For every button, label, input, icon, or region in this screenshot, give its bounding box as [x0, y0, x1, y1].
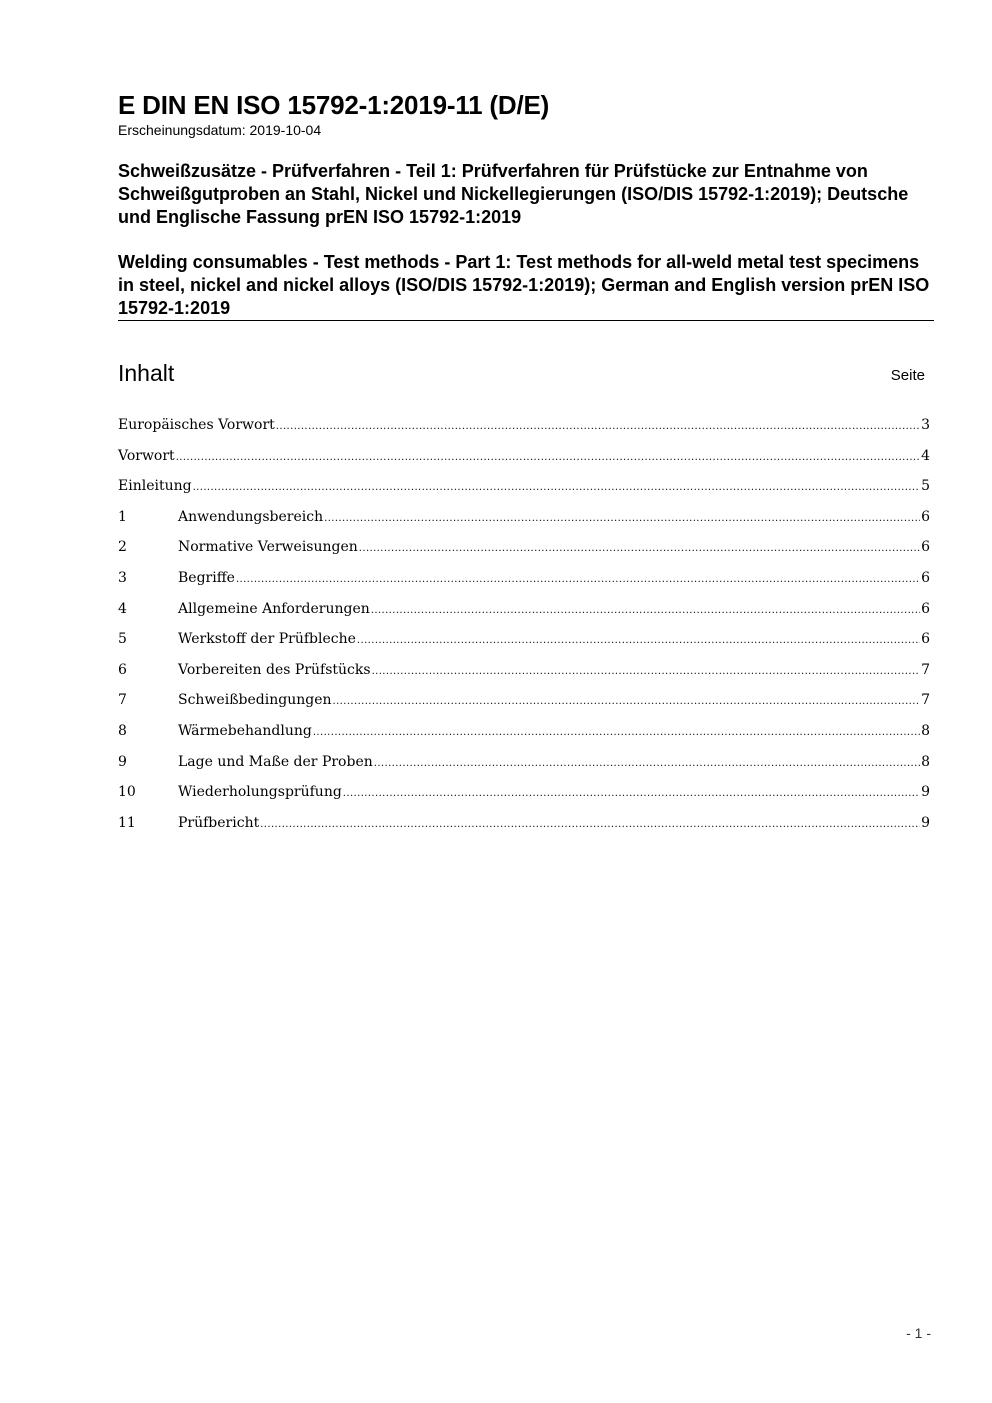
toc-leader-dots: [343, 788, 920, 799]
toc-leader-dots: [313, 727, 920, 738]
toc-entry-title: Normative Verweisungen: [178, 539, 358, 556]
toc-leader-dots: [357, 635, 920, 646]
toc-entry-page: 8: [921, 753, 930, 770]
toc-leader-dots: [374, 758, 920, 769]
toc-entry-number: 6: [118, 661, 127, 678]
toc-entry-title: Wärmebehandlung: [178, 722, 312, 739]
toc-leader-dots: [260, 819, 920, 830]
toc-entry[interactable]: [118, 631, 930, 662]
toc-entry-number: 9: [118, 753, 127, 770]
toc-page-label: Seite: [890, 367, 925, 384]
toc-leader-dots: [193, 482, 921, 493]
toc-entry[interactable]: [118, 723, 930, 754]
toc-entry-title: Vorwort: [118, 447, 175, 464]
toc-entry-number: 8: [118, 722, 127, 739]
title-english: Welding consumables - Test methods - Part 1: Test methods for all-weld metal test specimens in steel, nickel and nickel alloys (ISO/DIS 15792-1:2019); German and English version prEN ISO 15792-1:2019: [118, 252, 930, 318]
toc-entry[interactable]: [118, 478, 930, 509]
toc-leader-dots: [236, 574, 920, 585]
toc-entry-page: 3: [921, 417, 930, 433]
toc-entry-page: 9: [921, 814, 930, 831]
toc-entry[interactable]: [118, 815, 930, 846]
toc-entry[interactable]: [118, 601, 930, 632]
toc-entry-number: 5: [118, 631, 127, 648]
toc-entry-number: 1: [118, 508, 127, 525]
toc-entry[interactable]: [118, 509, 930, 540]
toc-entry-page: 6: [921, 508, 930, 525]
toc-entry-title: Anwendungsbereich: [178, 508, 324, 525]
toc-entry-page: 5: [921, 478, 930, 495]
toc-entry[interactable]: [118, 448, 930, 479]
table-of-contents: [118, 417, 930, 845]
toc-entry-page: 6: [921, 539, 930, 556]
publication-date: Erscheinungsdatum: 2019-10-04: [118, 122, 322, 138]
toc-leader-dots: [371, 605, 920, 616]
toc-entry[interactable]: [118, 570, 930, 601]
toc-heading: Inhalt: [118, 360, 175, 386]
toc-entry-page: 6: [921, 569, 930, 586]
toc-entry[interactable]: [118, 784, 930, 815]
toc-leader-dots: [372, 666, 921, 677]
toc-leader-dots: [276, 421, 920, 432]
toc-entry-number: 11: [118, 814, 136, 831]
header-divider: [118, 320, 934, 321]
toc-entry[interactable]: [118, 417, 930, 448]
toc-entry-title: Wiederholungsprüfung: [178, 784, 342, 801]
toc-entry-title: Lage und Maße der Proben: [178, 753, 373, 770]
toc-leader-dots: [333, 696, 921, 707]
toc-entry-page: 8: [921, 722, 930, 739]
document-id: E DIN EN ISO 15792-1:2019-11 (D/E): [118, 90, 550, 120]
toc-entry-number: 2: [118, 539, 127, 556]
toc-entry[interactable]: [118, 692, 930, 723]
page-number: - 1 -: [906, 1325, 931, 1341]
toc-entry-title: Allgemeine Anforderungen: [178, 600, 370, 617]
title-german: Schweißzusätze - Prüfverfahren - Teil 1: Prüfverfahren für Prüfstücke zur Entnahme von Schweißgutproben an Stahl, Nickel und Nickellegierungen (ISO/DIS 15792-1:2019); Deutsche und Englische Fassung prEN ISO 15792-1:2019: [118, 161, 909, 227]
toc-entry-page: 9: [921, 784, 930, 801]
toc-entry-title: Begriffe: [178, 569, 235, 586]
toc-entry-number: 3: [118, 569, 127, 586]
toc-entry-title: Schweißbedingungen: [178, 692, 332, 709]
toc-entry-page: 7: [921, 692, 930, 709]
toc-entry-number: 7: [118, 692, 127, 709]
toc-leader-dots: [359, 543, 920, 554]
toc-entry-title: Vorbereiten des Prüfstücks: [178, 661, 371, 678]
toc-leader-dots: [324, 513, 920, 524]
toc-entry-number: 10: [118, 784, 136, 801]
toc-entry[interactable]: [118, 754, 930, 785]
toc-entry-number: 4: [118, 600, 127, 617]
toc-entry-title: Werkstoff der Prüfbleche: [178, 631, 356, 648]
toc-entry-title: Prüfbericht: [178, 814, 260, 831]
toc-entry-page: 6: [921, 631, 930, 648]
toc-entry-page: 6: [921, 600, 930, 617]
toc-entry-page: 7: [921, 661, 930, 678]
toc-entry-page: 4: [921, 447, 930, 464]
toc-entry[interactable]: [118, 662, 930, 693]
toc-entry-title: Einleitung: [118, 478, 192, 495]
toc-entry[interactable]: [118, 539, 930, 570]
toc-leader-dots: [176, 452, 920, 463]
toc-entry-title: Europäisches Vorwort: [118, 417, 275, 433]
